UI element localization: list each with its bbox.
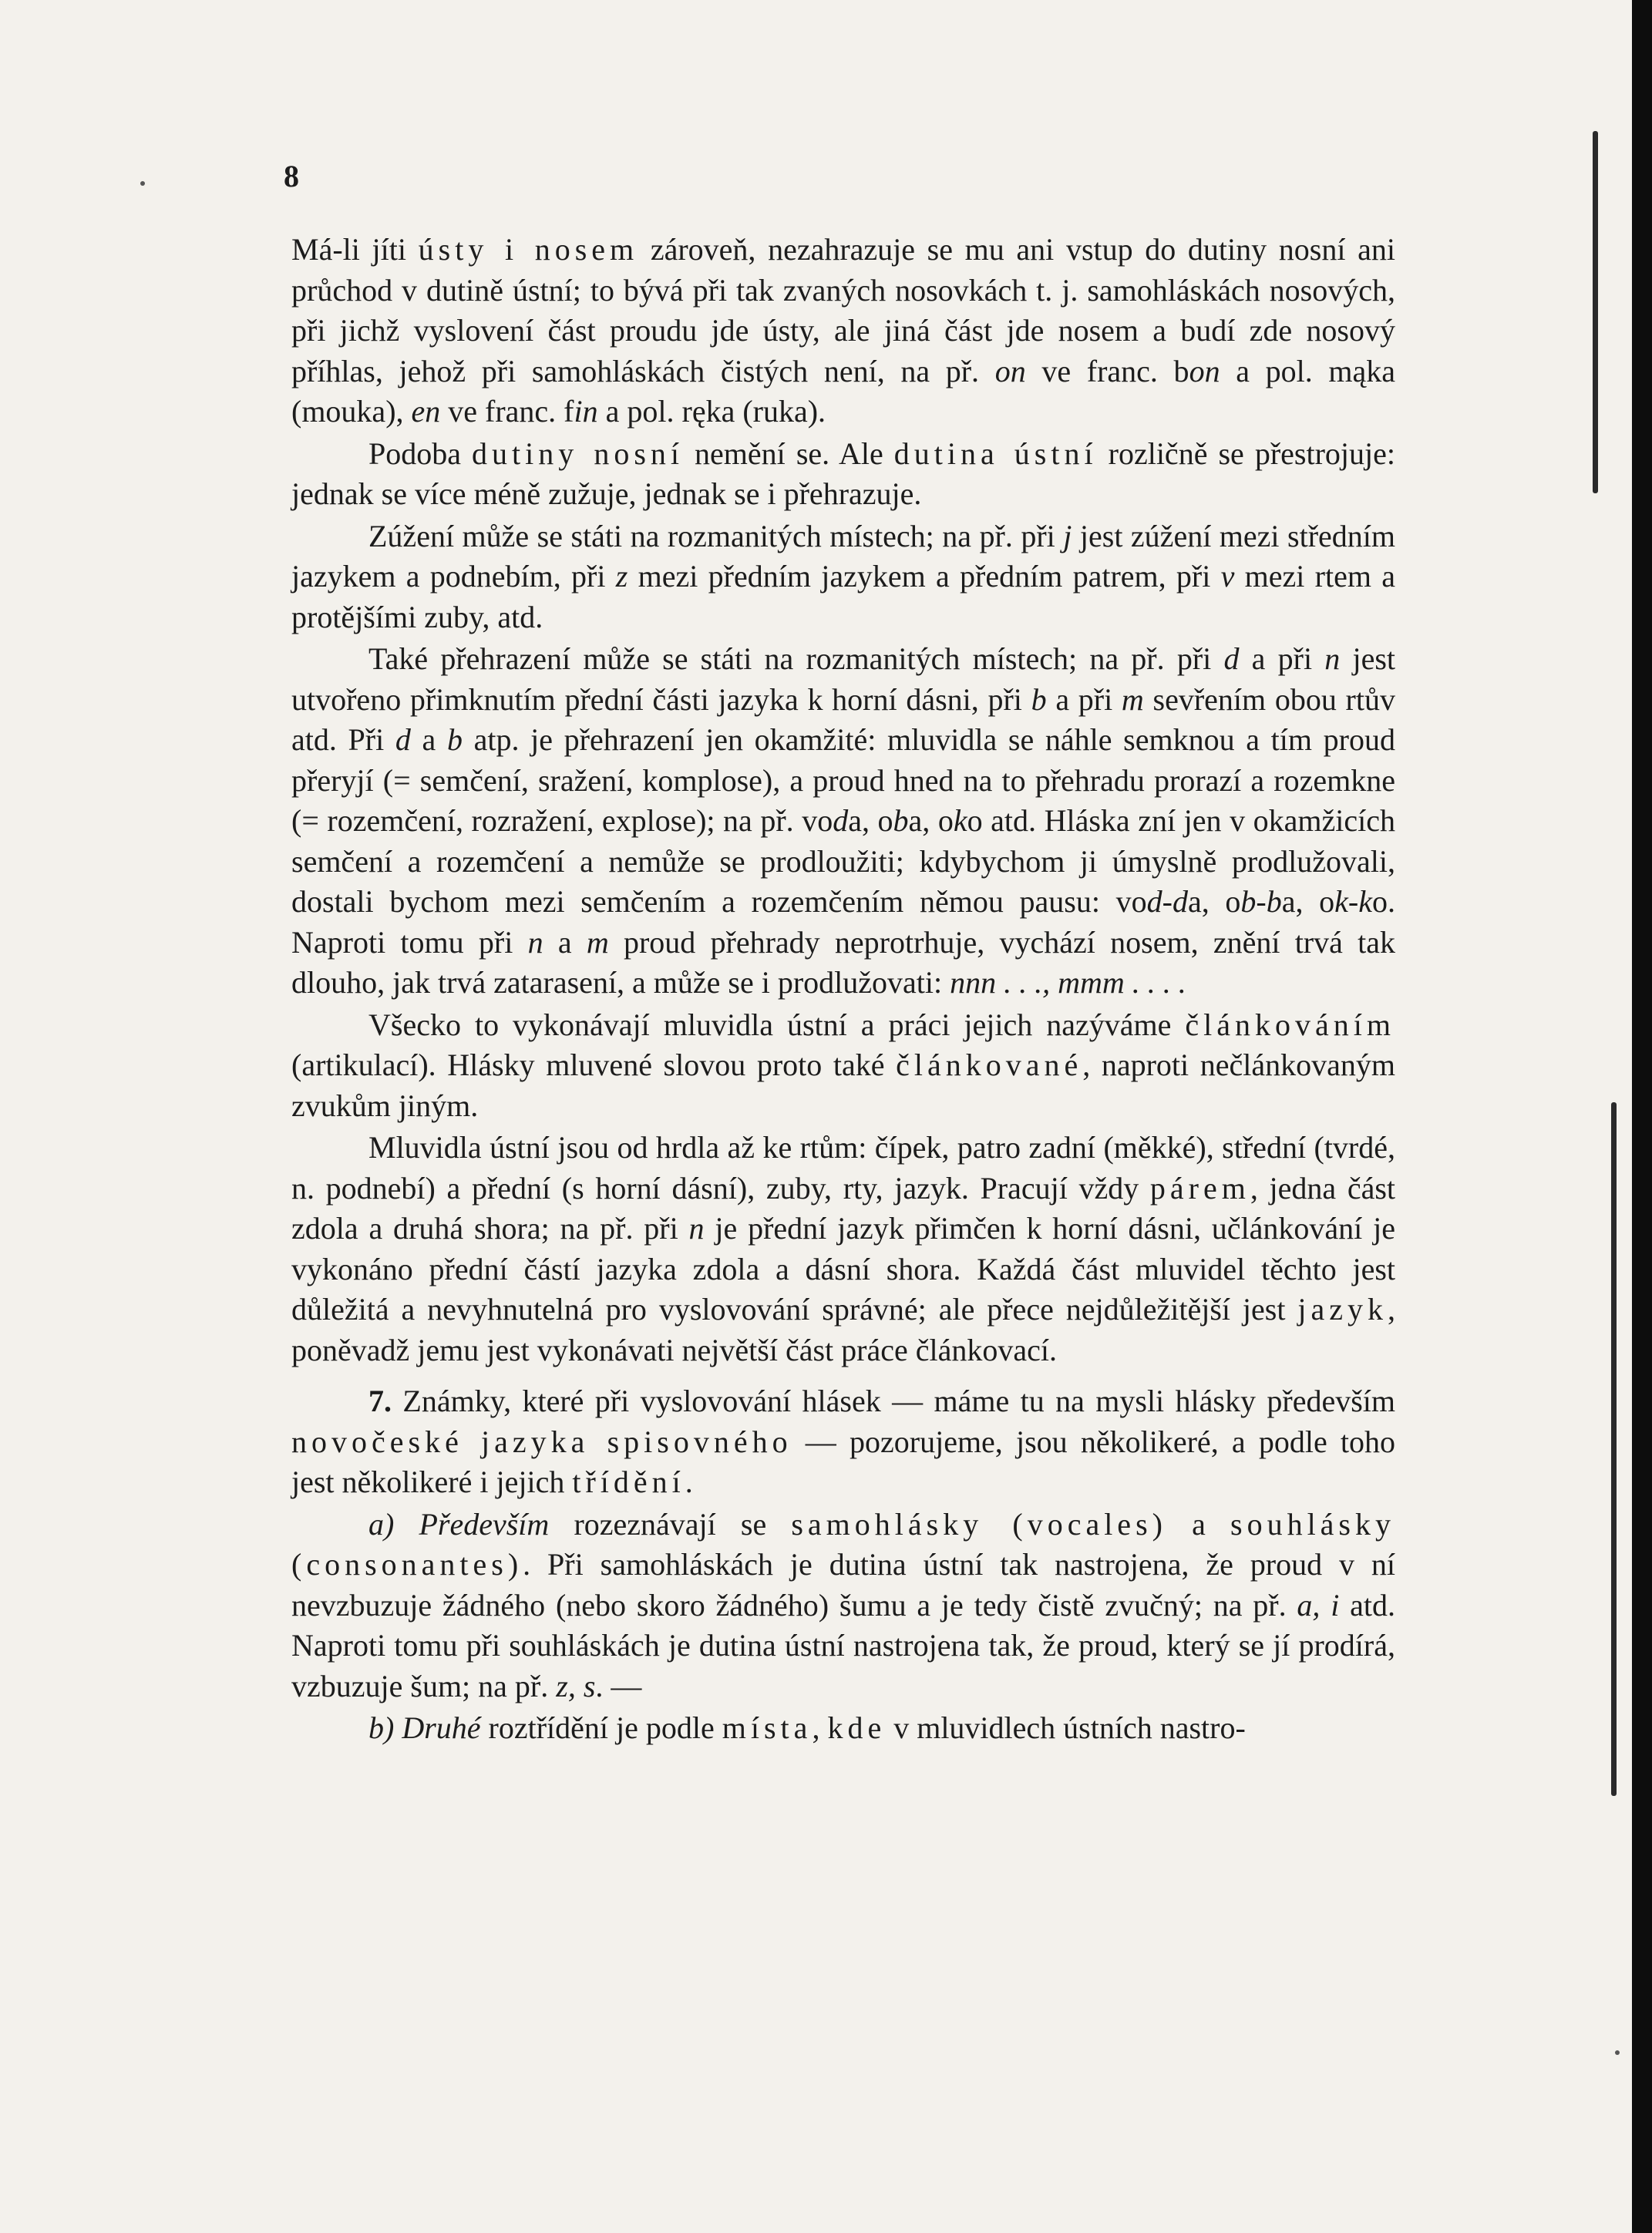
spaced-emphasis: souhlásky (consonantes) bbox=[291, 1506, 1395, 1582]
text-run: . bbox=[685, 1465, 693, 1499]
text-run: atp. je přehrazení jen okamžité: mluvidla se náhle semknou a tím proud přeryjí (= semčení, sražení, komplose), a proud hned na to přehradu prorazí a rozemkne (= rozemčení, rozražení, explose); na př. vo bbox=[291, 722, 1395, 838]
paragraph bbox=[291, 639, 1395, 1004]
text-run: , naproti nečlánkovaným zvukům jiným. bbox=[291, 1048, 1396, 1123]
italic-text: b-b bbox=[1240, 884, 1282, 919]
paragraph bbox=[291, 230, 1395, 432]
text-run: Má-li jíti bbox=[291, 232, 419, 267]
text-run: a, o bbox=[848, 803, 893, 838]
paragraph bbox=[291, 1708, 1395, 1749]
spaced-emphasis: jazyk bbox=[1297, 1292, 1388, 1327]
italic-text: d-d bbox=[1146, 884, 1188, 919]
paragraph bbox=[291, 516, 1395, 638]
italic-text: on bbox=[1189, 353, 1220, 388]
paragraph bbox=[291, 1381, 1395, 1503]
text-run: a při bbox=[1046, 681, 1122, 717]
speck bbox=[1615, 2050, 1620, 2055]
text-run: , poněvadž jemu jest vykonávati největší část práce článkovací. bbox=[291, 1292, 1395, 1367]
italic-text: k-k bbox=[1334, 884, 1372, 919]
paragraph bbox=[291, 434, 1395, 515]
speck bbox=[140, 181, 145, 186]
text-run: roztřídění je podle bbox=[480, 1710, 722, 1745]
spaced-emphasis: článkováním bbox=[1185, 1007, 1395, 1042]
spaced-emphasis: třídění bbox=[572, 1465, 685, 1499]
spaced-emphasis: dutiny nosní bbox=[472, 436, 684, 471]
text-run: a, o bbox=[1281, 884, 1335, 919]
text-run: (artikulací). Hlásky mluvené slovou proto také bbox=[291, 1048, 897, 1082]
spaced-emphasis: ústy i nosem bbox=[418, 232, 639, 267]
italic-text: m bbox=[586, 924, 609, 960]
text-body bbox=[291, 230, 1395, 1750]
page-number: 8 bbox=[284, 159, 299, 193]
text-run: v mluvidlech ústních nastro- bbox=[886, 1710, 1246, 1745]
italic-text: d bbox=[833, 803, 849, 838]
text-run: proud přehrady neprotrhuje, vychází nosem, znění trvá tak dlouho, jak trvá zatarasení, a může se i prodlužovati: bbox=[291, 924, 1395, 1000]
text-run: Všecko to vykonávají mluvidla ústní a práci jejich nazýváme bbox=[368, 1007, 1186, 1042]
text-run: a bbox=[1166, 1506, 1230, 1542]
italic-text: nnn . . ., mmm . . . . bbox=[950, 965, 1186, 1000]
text-run: rozličně se přestrojuje: jednak se více méně zužuje, jednak se i přehrazuje. bbox=[291, 436, 1396, 511]
text-run: nemění se. Ale bbox=[684, 436, 894, 471]
paragraph bbox=[291, 1505, 1395, 1707]
text-run: , jedna část zdola a druhá shora; na př. při bbox=[291, 1170, 1396, 1246]
text-run: a pol. mąka (mouka), bbox=[291, 353, 1395, 429]
italic-text: m bbox=[1121, 681, 1144, 717]
italic-text: b bbox=[446, 722, 463, 757]
italic-text: b bbox=[1031, 681, 1047, 717]
text-run: a při bbox=[1239, 641, 1325, 676]
italic-text: a) Především bbox=[368, 1506, 550, 1542]
paragraph bbox=[291, 1005, 1395, 1127]
text-run: Mluvidla ústní jsou od hrdla až ke rtům: čípek, patro zadní (měkké), střední (tvrdé, n. podnebí) a přední (s horní dásní), zuby, rty, jazyk. Pracují vždy bbox=[291, 1130, 1395, 1206]
scan-edge bbox=[1632, 0, 1652, 2233]
text-run: a bbox=[410, 722, 447, 757]
text-run: a, o bbox=[1187, 884, 1241, 919]
spaced-emphasis: místa bbox=[722, 1710, 813, 1745]
text-run: o atd. Hláska zní jen v okamžicích semčení a rozemčení a nemůže se prodloužiti; kdybychom ji úmyslně prodlužovali, dostali bychom mezi semčením a rozemčením němou pausu: vo bbox=[291, 803, 1395, 919]
text-run: rozeznávají se bbox=[549, 1506, 792, 1542]
text-run: . Při samohláskách je dutina ústní tak nastrojena, že proud v ní nevzbuzuje žádného (nebo skoro žádného) šumu a je tedy čistě zvučný; na př. bbox=[291, 1547, 1395, 1623]
text-run: jest zúžení mezi středním jazykem a podnebím, při bbox=[291, 518, 1396, 594]
italic-text: en bbox=[411, 394, 441, 429]
text-run: ve franc. b bbox=[1025, 353, 1189, 388]
paragraph bbox=[291, 1128, 1395, 1370]
binding-mark-top bbox=[1593, 131, 1598, 493]
spaced-emphasis: samohlásky (vocales) bbox=[791, 1506, 1167, 1542]
text-run: jest utvořeno přimknutím přední části jazyka k horní dásni, při bbox=[291, 641, 1396, 717]
text-run: Zúžení může se státi na rozmanitých místech; na př. při bbox=[368, 518, 1064, 553]
italic-text: in bbox=[574, 394, 598, 429]
text-run: o. Naproti tomu při bbox=[291, 884, 1395, 960]
text-run: — pozorujeme, jsou několikeré, a podle toho jest několikeré i jejich bbox=[291, 1424, 1396, 1499]
italic-text: n bbox=[1324, 641, 1341, 676]
spaced-emphasis: párem bbox=[1149, 1170, 1250, 1206]
text-run: atd. Naproti tomu při souhláskách je dutina ústní nastrojena tak, že proud, který se jí prodírá, vzbuzuje šum; na př. bbox=[291, 1587, 1395, 1703]
spaced-emphasis: novočeské jazyka spisovného bbox=[291, 1424, 792, 1459]
italic-text: z, s bbox=[556, 1668, 596, 1703]
text-run: sevřením obou rtův atd. Při bbox=[291, 681, 1395, 757]
text-run: a pol. ręka (ruka). bbox=[597, 394, 826, 429]
text-run: . — bbox=[595, 1668, 642, 1703]
italic-text: b bbox=[893, 803, 909, 838]
binding-mark-bottom bbox=[1611, 1102, 1617, 1796]
text-run: Známky, které při vyslovování hlásek — máme tu na mysli hlásky především bbox=[392, 1384, 1395, 1418]
text-run: je přední jazyk přimčen k horní dásni, učlánkování je vykonáno přední částí jazyka zdola a dásní shora. Každá část mluvidel těchto jest důležitá a nevyhnutelná pro vyslovování správné; ale přece nejdůležitější jest bbox=[291, 1211, 1395, 1327]
italic-text: v bbox=[1220, 559, 1235, 594]
section-number: 7. bbox=[368, 1384, 392, 1418]
italic-text: on bbox=[994, 353, 1026, 388]
italic-text: b) Druhé bbox=[368, 1710, 481, 1745]
text-run: Také přehrazení může se státi na rozmanitých místech; na př. při bbox=[368, 641, 1224, 676]
italic-text: a, i bbox=[1297, 1587, 1340, 1623]
text-run: mezi rtem a protějšími zuby, atd. bbox=[291, 559, 1396, 634]
italic-text: z bbox=[615, 559, 628, 594]
italic-text: n bbox=[527, 924, 543, 960]
italic-text: d bbox=[395, 722, 411, 757]
italic-text: n bbox=[688, 1211, 705, 1246]
italic-text: j bbox=[1063, 518, 1072, 553]
text-run: a bbox=[543, 924, 587, 960]
text-run: mezi předním jazykem a předním patrem, při bbox=[627, 559, 1221, 594]
spaced-emphasis: kde bbox=[827, 1710, 887, 1745]
text-run: Podoba bbox=[368, 436, 473, 471]
italic-text: k bbox=[953, 803, 967, 838]
text-run: a, o bbox=[908, 803, 954, 838]
text-run: ve franc. f bbox=[440, 394, 574, 429]
italic-text: d bbox=[1223, 641, 1240, 676]
spaced-emphasis: článkované bbox=[896, 1048, 1083, 1082]
text-run: zároveň, nezahrazuje se mu ani vstup do dutiny nosní ani průchod v dutině ústní; to bývá při tak zvaných nosovkách t. j. samohláskách nosových, při jichž vyslovení část proudu jde ústy, ale jiná část jde nosem a budí zde nosový příhlas, jehož při samohláskách čistých není, na př. bbox=[291, 232, 1396, 388]
spaced-emphasis: dutina ústní bbox=[893, 436, 1098, 471]
text-run: , bbox=[812, 1710, 828, 1745]
